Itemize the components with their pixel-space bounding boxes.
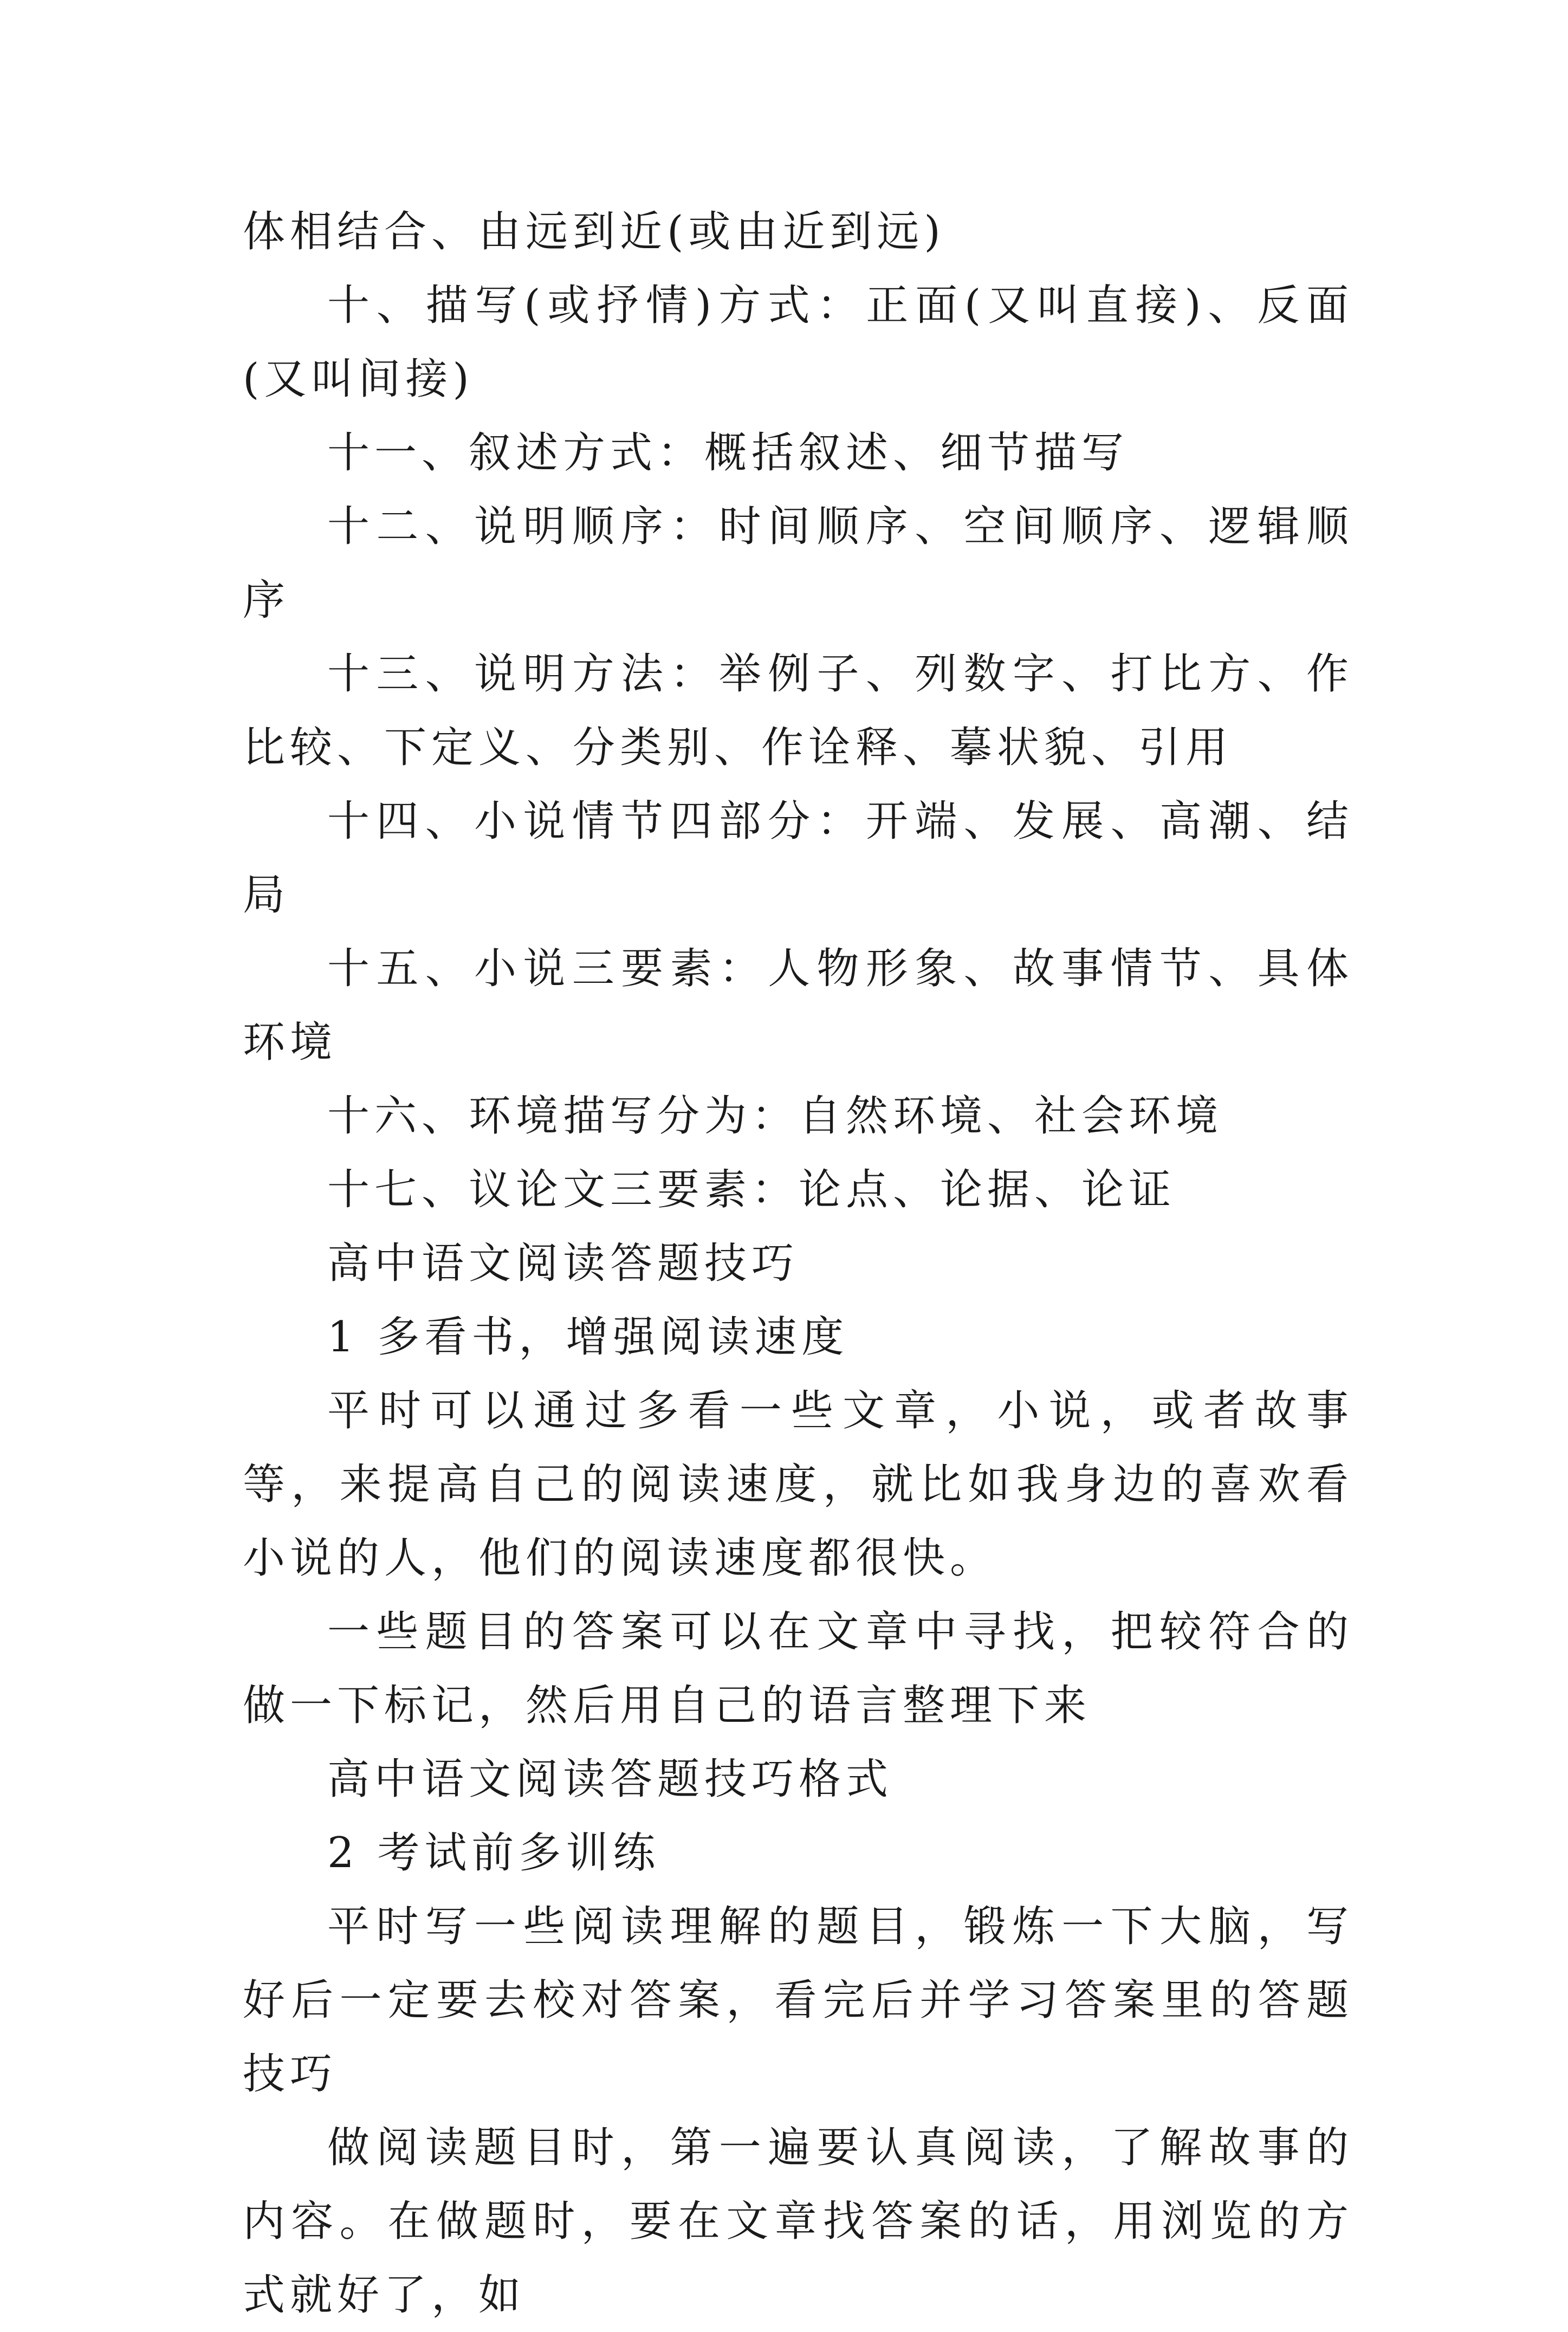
paragraph-9: 十七、议论文三要素：论点、论据、论证: [327, 1165, 1176, 1214]
paragraph-8: 十六、环境描写分为：自然环境、社会环境: [327, 1092, 1223, 1141]
paragraph-2: 十、描写(或抒情)方式：正面(又叫直接)、反面(又叫间接): [243, 281, 1353, 404]
paragraph-5: 十三、说明方法：举例子、列数字、打比方、作比较、下定义、分类别、作诠释、摹状貌、引用: [243, 650, 1353, 772]
paragraph-16: 平时写一些阅读理解的题目，锻炼一下大脑，写好后一定要去校对答案，看完后并学习答案里的答题技巧: [243, 1902, 1353, 2098]
paragraph-17: 做阅读题目时，第一遍要认真阅读，了解故事的内容。在做题时，要在文章找答案的话，用浏览的方式就好了，如: [243, 2123, 1353, 2320]
document-body: [243, 195, 1353, 2332]
paragraph-4: 十二、说明顺序：时间顺序、空间顺序、逻辑顺序: [243, 502, 1353, 625]
paragraph-7: 十五、小说三要素：人物形象、故事情节、具体环境: [243, 944, 1353, 1067]
tip-heading-2: 2 考试前多训练: [327, 1829, 660, 1877]
paragraph-13: 一些题目的答案可以在文章中寻找，把较符合的做一下标记，然后用自己的语言整理下来: [243, 1608, 1353, 1730]
paragraph-3: 十一、叙述方式：概括叙述、细节描写: [327, 429, 1129, 477]
tip-heading-1: 1 多看书，增强阅读速度: [327, 1313, 849, 1362]
paragraph-12: 平时可以通过多看一些文章，小说，或者故事等，来提高自己的阅读速度，就比如我身边的喜欢看小说的人，他们的阅读速度都很快。: [243, 1387, 1353, 1583]
section-heading-reading-tips: 高中语文阅读答题技巧: [327, 1239, 799, 1288]
section-heading-tips-format: 高中语文阅读答题技巧格式: [327, 1755, 893, 1804]
paragraph-6: 十四、小说情节四部分：开端、发展、高潮、结局: [243, 797, 1353, 919]
paragraph-1: 体相结合、由远到近(或由近到远): [243, 208, 945, 256]
